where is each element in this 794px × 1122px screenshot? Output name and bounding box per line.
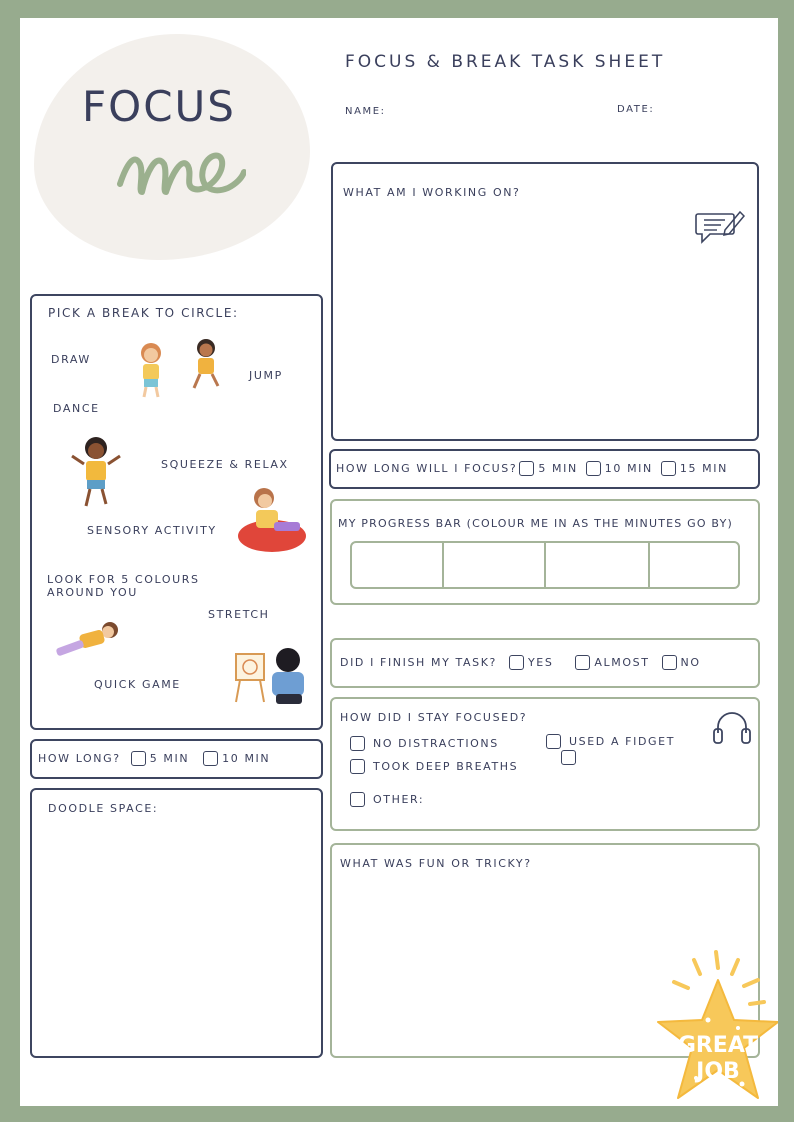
finish-yes-checkbox[interactable] [509, 655, 524, 670]
deep-breaths-checkbox[interactable] [350, 759, 365, 774]
focus-5min-label: 5 MIN [538, 462, 578, 475]
focus-duration-row [336, 461, 728, 476]
focus-10min-label: 10 MIN [604, 462, 653, 475]
break-5min-label: 5 MIN [149, 752, 190, 765]
break-sensory[interactable]: SENSORY ACTIVITY [87, 524, 217, 537]
option-fidget[interactable] [546, 734, 675, 749]
focus-duration-label: HOW LONG WILL I FOCUS? [336, 462, 518, 475]
break-duration-label: HOW LONG? [38, 752, 121, 765]
working-on-box[interactable] [331, 162, 759, 441]
girl-stretching-illustration [50, 616, 126, 664]
deep-breaths-label: TOOK DEEP BREATHS [373, 760, 519, 773]
child-beanbag-illustration [234, 482, 310, 554]
badge-job-text: JOB [696, 1059, 740, 1084]
break-stretch[interactable]: STRETCH [208, 608, 270, 621]
progress-segment-2[interactable] [444, 543, 546, 587]
stay-focused-label: HOW DID I STAY FOCUSED? [340, 711, 528, 724]
sheet-title: FOCUS & BREAK TASK SHEET [345, 52, 666, 72]
working-on-label: WHAT AM I WORKING ON? [343, 186, 521, 199]
progress-bar[interactable] [350, 541, 740, 589]
break-duration-box [30, 739, 323, 779]
fidget-extra-checkbox[interactable] [561, 750, 576, 765]
progress-box [330, 499, 760, 605]
option-other[interactable] [350, 792, 424, 807]
break-heading: PICK A BREAK TO CIRCLE: [48, 306, 239, 320]
boy-dancing-illustration [68, 434, 124, 512]
writing-pad-icon [695, 208, 745, 246]
break-look-colours[interactable] [47, 573, 200, 599]
break-10min-checkbox[interactable] [203, 751, 218, 766]
headphones-icon [712, 709, 752, 745]
logo-focus-text: FOCUS [82, 82, 236, 131]
break-10min-label: 10 MIN [222, 752, 271, 765]
finish-no-label: NO [680, 656, 701, 669]
break-quick-game[interactable]: QUICK GAME [94, 678, 181, 691]
progress-segment-3[interactable] [546, 543, 650, 587]
date-label: DATE: [617, 104, 655, 115]
break-jump[interactable]: JUMP [249, 369, 283, 382]
break-dance[interactable]: DANCE [53, 402, 100, 415]
boy-jumping-illustration [184, 336, 230, 398]
progress-label: MY PROGRESS BAR (COLOUR ME IN AS THE MINUTES GO BY) [338, 517, 733, 530]
break-duration-row [38, 751, 270, 766]
break-box [30, 294, 323, 730]
option-no-distractions[interactable] [350, 736, 499, 751]
fun-tricky-label: WHAT WAS FUN OR TRICKY? [340, 857, 532, 870]
finish-box [330, 638, 760, 688]
fidget-label: USED A FIDGET [569, 735, 676, 748]
child-painting-illustration [230, 646, 310, 716]
doodle-label: DOODLE SPACE: [48, 802, 159, 815]
finish-yes-label: YES [527, 656, 554, 669]
finish-almost-label: ALMOST [594, 656, 650, 669]
focus-5min-checkbox[interactable] [519, 461, 534, 476]
break-draw[interactable]: DRAW [51, 353, 91, 366]
finish-row [340, 655, 701, 670]
no-distractions-label: NO DISTRACTIONS [373, 737, 499, 750]
break-look-colours-line1: LOOK FOR 5 COLOURS [47, 573, 200, 586]
doodle-box[interactable] [30, 788, 323, 1058]
other-checkbox[interactable] [350, 792, 365, 807]
break-5min-checkbox[interactable] [131, 751, 146, 766]
break-squeeze-relax[interactable]: SQUEEZE & RELAX [161, 458, 289, 471]
break-look-colours-line2: AROUND YOU [47, 586, 138, 599]
badge-great-text: GREAT [677, 1033, 759, 1058]
no-distractions-checkbox[interactable] [350, 736, 365, 751]
girl-drawing-illustration [128, 340, 174, 400]
other-label: OTHER: [373, 793, 425, 806]
fidget-checkbox[interactable] [546, 734, 561, 749]
logo-me-script [116, 122, 246, 232]
progress-segment-1[interactable] [352, 543, 444, 587]
progress-segment-4[interactable] [650, 543, 738, 587]
great-job-star-badge [638, 948, 778, 1106]
focus-15min-label: 15 MIN [679, 462, 728, 475]
name-label: NAME: [345, 106, 386, 117]
finish-label: DID I FINISH MY TASK? [340, 656, 497, 669]
finish-almost-checkbox[interactable] [575, 655, 590, 670]
focus-duration-box [329, 449, 760, 489]
focus-10min-checkbox[interactable] [586, 461, 601, 476]
finish-no-checkbox[interactable] [662, 655, 677, 670]
option-deep-breaths[interactable] [350, 759, 518, 774]
stay-focused-box [330, 697, 760, 831]
focus-15min-checkbox[interactable] [661, 461, 676, 476]
worksheet-page [20, 18, 778, 1106]
